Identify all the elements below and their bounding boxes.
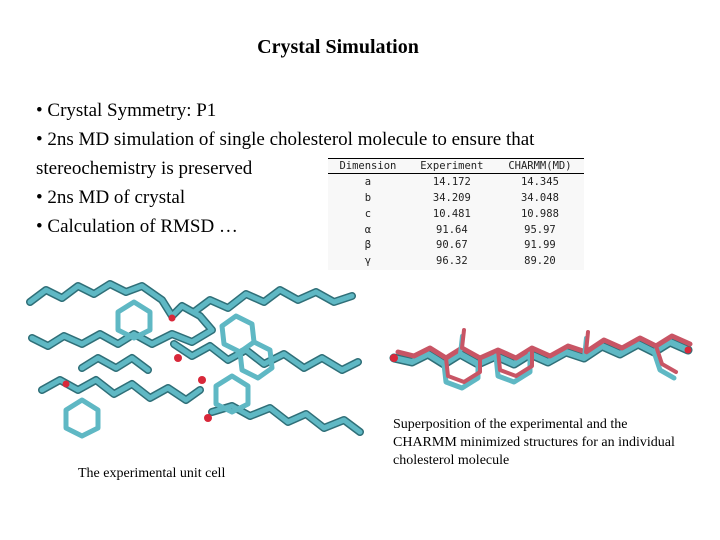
header-charmm: CHARMM(MD) (496, 159, 584, 174)
table-cell: β (364, 239, 372, 252)
table-cell: 89.20 (524, 255, 556, 268)
bullet-single-molecule-md: • 2ns MD simulation of single cholesterol molecule to ensure that (36, 129, 535, 150)
table-cell: 95.97 (524, 223, 556, 236)
table-cell: 91.99 (524, 239, 556, 252)
bullet-continuation: stereochemistry is preserved (36, 158, 253, 179)
table-cell: γ (364, 255, 372, 268)
slide-title: Crystal Simulation (257, 36, 419, 58)
unit-cell-molecule-image (22, 272, 372, 462)
table-cell: 10.988 (520, 207, 559, 220)
table-cell: 34.209 (432, 191, 471, 204)
table-cell: b (364, 191, 372, 204)
table-cell: c (364, 207, 372, 220)
table-cell: 34.048 (520, 191, 559, 204)
bullet-crystal-md: • 2ns MD of crystal (36, 187, 186, 208)
table-cell: 14.172 (432, 175, 471, 188)
table-cell: α (364, 223, 372, 236)
header-dimension: Dimension (328, 159, 408, 174)
bullet-rmsd: • Calculation of RMSD … (36, 216, 238, 237)
unit-cell-caption: The experimental unit cell (78, 466, 226, 481)
table-row (328, 238, 584, 254)
table-row (328, 222, 584, 238)
table-cell: 91.64 (436, 223, 468, 236)
dimension-table (328, 158, 584, 270)
table-row (328, 190, 584, 206)
table-row (328, 206, 584, 222)
table-cell: 14.345 (520, 175, 559, 188)
table-cell: a (364, 175, 372, 188)
bullet-crystal-symmetry: • Crystal Symmetry: P1 (36, 100, 217, 121)
superposition-molecule-image (388, 318, 700, 396)
table-cell: 10.481 (432, 207, 471, 220)
table-row (328, 254, 584, 270)
table-header-row (328, 159, 584, 174)
table-cell: 96.32 (436, 255, 468, 268)
superposition-caption: Superposition of the experimental and the CHARMM minimized structures for an individual cholesterol molecule (393, 417, 675, 468)
table-row (328, 174, 584, 191)
table-cell: 90.67 (436, 239, 468, 252)
header-experiment: Experiment (408, 159, 496, 174)
